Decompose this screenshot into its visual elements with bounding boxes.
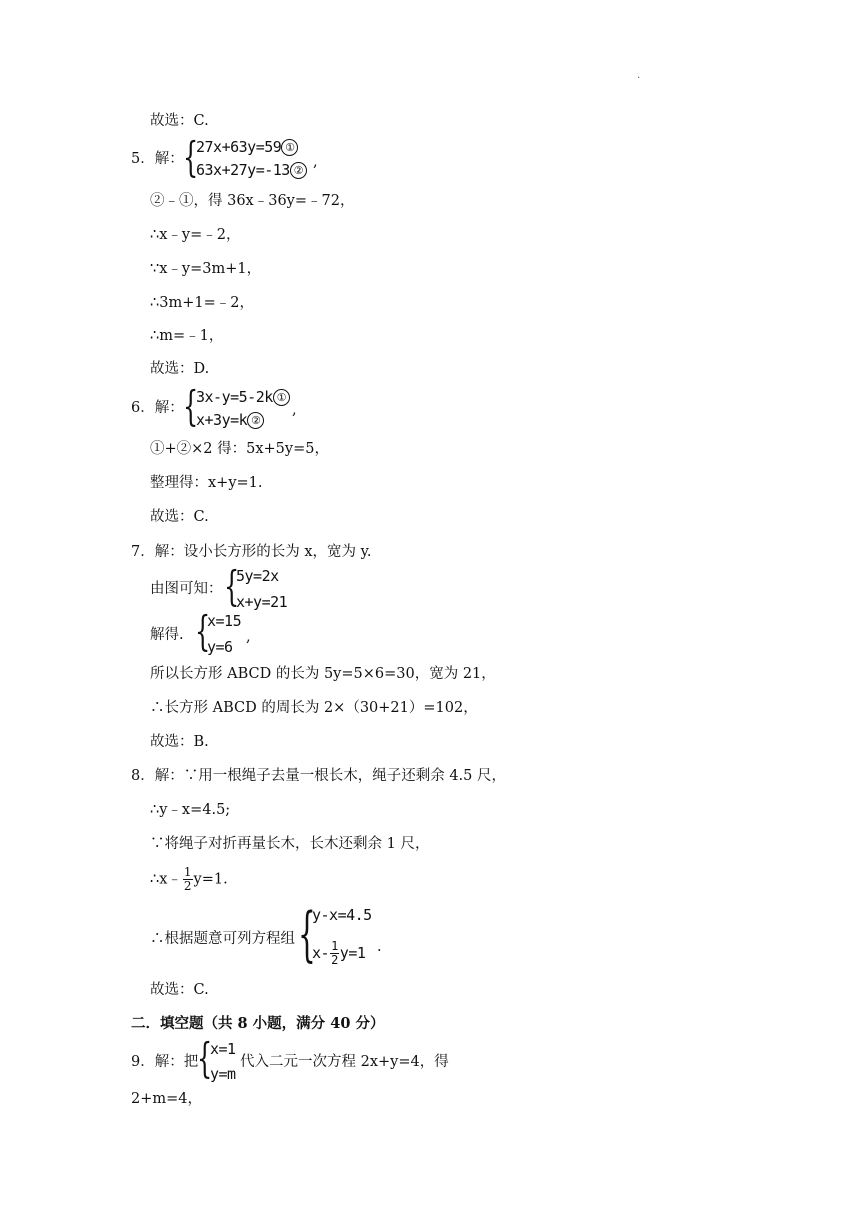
answer-line: 故选：C. [150,509,209,525]
equation: 3x-y=5-2k ① [196,388,290,406]
answer-line: 故选：C. [150,113,209,129]
equation: 5y=2x [236,567,279,585]
solution-line: 2+m=4， [131,1091,202,1107]
comma: , [292,402,297,418]
solution-line: ∵x﹣y=3m+1， [150,261,262,277]
brace: { [224,563,240,611]
equation: x+y=21 [236,593,288,611]
answer-line: 故选：B. [150,734,209,750]
solution-line: 代入二元一次方程 2x+y=4，得 [240,1054,449,1070]
problem-8-label: 8．解：∵用一根绳子去量一根长木，绳子还剩余 4.5 尺， [131,768,507,784]
equation: y=6 [207,638,233,656]
solution-line: ∴长方形 ABCD 的周长为 2×（30+21）=102， [150,700,478,716]
solution-line: 由图可知： [150,581,223,597]
brace: { [183,383,199,431]
solution-line: 解得. [150,627,184,643]
problem-7-label: 7．解：设小长方形的长为 x，宽为 y. [131,544,372,560]
section-heading: 二．填空题（共 8 小题，满分 40 分） [131,1015,385,1032]
solution-line: ∴根据题意可列方程组 [150,931,295,947]
header-dot: . [637,70,641,81]
brace: { [195,608,211,656]
equation: x=15 [207,612,242,630]
equation: x+3y=k ② [196,411,264,429]
equation: y=m [210,1065,236,1083]
fraction: $\frac{1}{2}$ [183,865,192,893]
comma: , [246,629,251,645]
equation: x=1 [210,1040,236,1058]
problem-6-label: 6．解： [131,400,184,416]
brace: { [298,900,316,970]
answer-line: 故选：D. [150,361,210,377]
solution-line: ①+②×2 得：5x+5y=5， [150,441,329,457]
solution-line: ∴x﹣ $\frac{1}{2}$ y=1. [150,865,228,893]
solution-line: ∴y﹣x=4.5; [150,802,231,818]
solution-line: ∴x﹣y=﹣2， [150,227,241,243]
solution-line: ∴m=﹣1， [150,328,224,344]
equation: 63x+27y=-13 ② [196,161,307,179]
solution-line: 所以长方形 ABCD 的长为 5y=5×6=30，宽为 21， [150,666,496,682]
solution-line: ∴3m+1=﹣2， [150,295,254,311]
solution-line: 整理得：x+y=1. [150,475,263,491]
solution-line: ②﹣①，得 36x﹣36y=﹣72， [150,193,355,209]
brace: { [183,134,199,182]
equation: y-x=4.5 [312,906,372,924]
equation: 27x+63y=59 ① [196,138,298,156]
fraction: $\frac{1}{2}$ [331,939,338,967]
solution-line: ∵将绳子对折再量长木，长木还剩余 1 尺， [150,836,430,852]
answer-line: 故选：C. [150,982,209,998]
problem-9-label: 9．解：把 [131,1054,199,1070]
brace: { [197,1035,213,1083]
period: . [377,939,382,955]
comma: , [313,154,318,170]
equation: x- $\frac{1}{2}$ y=1 [312,939,366,967]
problem-5-label: 5．解： [131,151,184,167]
